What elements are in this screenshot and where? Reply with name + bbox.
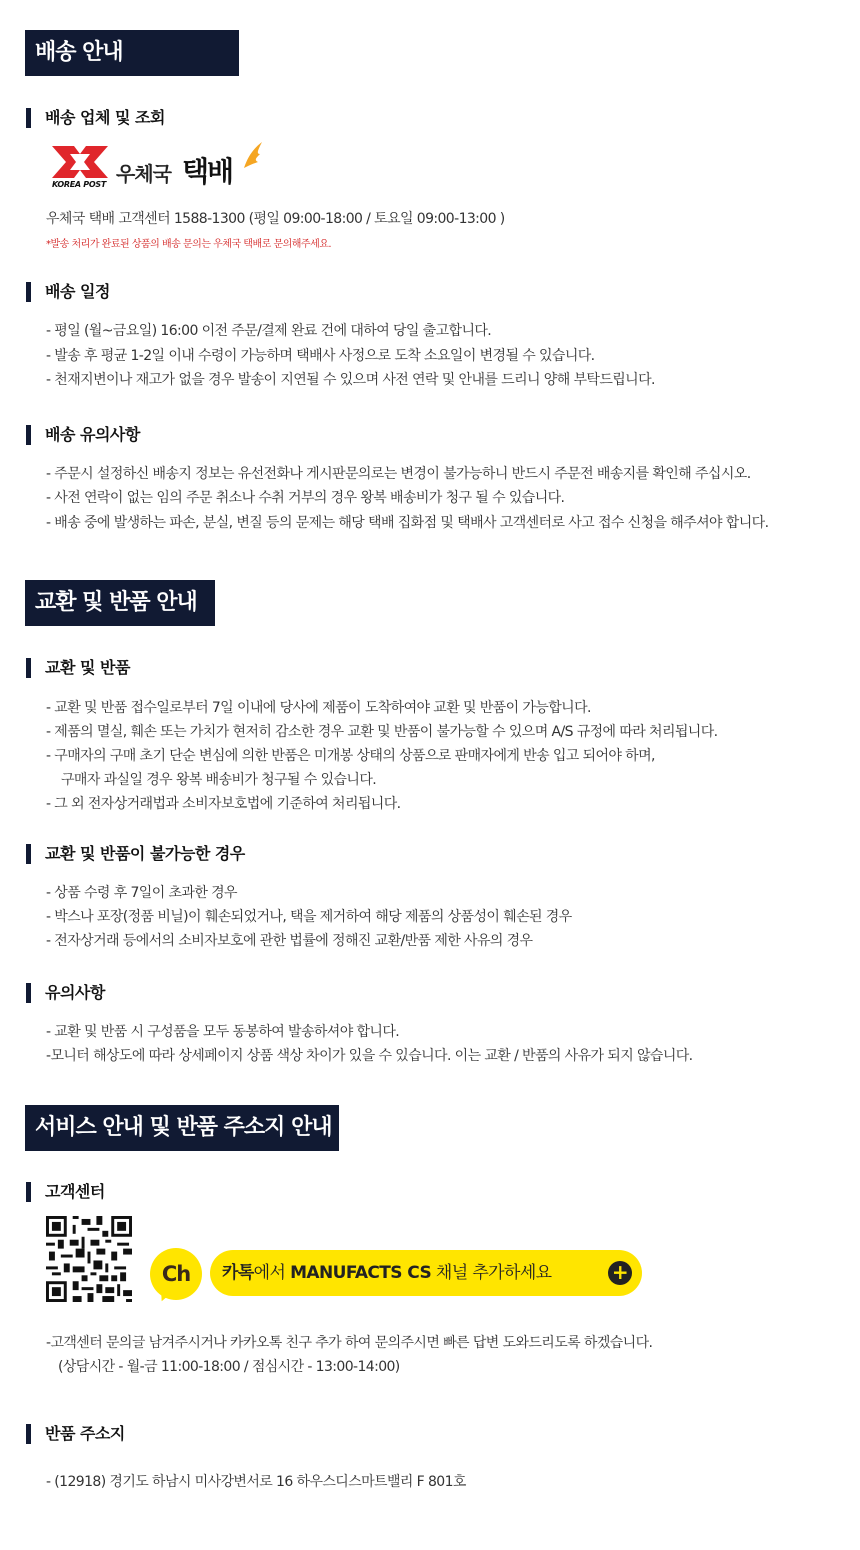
wing-icon — [240, 140, 264, 170]
not-allowed-line: - 박스나 포장(정품 비닐)이 훼손되었거나, 택을 제거하여 해당 제품의 상품성이 훼손된 경우 — [46, 909, 572, 925]
shipping-cautions-subheading: 배송 유의사항 — [26, 425, 140, 445]
kakao-brand-text: MANUFACTS CS — [290, 1263, 432, 1283]
cs-subheading: 고객센터 — [26, 1182, 105, 1202]
schedule-line: - 천재지변이나 재고가 없을 경우 발송이 지연될 수 있으며 사전 연락 및 안내를 드리니 양해 부탁드립니다. — [46, 372, 655, 388]
caution-line: - 사전 연락이 없는 임의 주문 취소나 수취 거부의 경우 왕복 배송비가 청구 될 수 있습니다. — [46, 490, 565, 506]
kakao-channel-icon[interactable]: Ch — [150, 1248, 202, 1300]
not-allowed-subheading: 교환 및 반품이 불가능한 경우 — [26, 844, 245, 864]
policy-line: - 교환 및 반품 접수일로부터 7일 이내에 당사에 제품이 도착하여야 교환 및 반품이 가능합니다. — [46, 700, 591, 716]
not-allowed-line: - 전자상거래 등에서의 소비자보호에 관한 법률에 정해진 교환/반품 제한 사유의 경우 — [46, 933, 533, 949]
notes-subheading: 유의사항 — [26, 983, 105, 1003]
not-allowed-line: - 상품 수령 후 7일이 초과한 경우 — [46, 885, 237, 901]
schedule-line: - 발송 후 평균 1-2일 이내 수령이 가능하며 택배사 사정으로 도착 소요일이 변경될 수 있습니다. — [46, 348, 595, 364]
carrier-contact: 우체국 택배 고객센터 1588-1300 (평일 09:00-18:00 / 토요일 09:00-13:00 ) — [46, 211, 505, 227]
caution-line: - 주문시 설정하신 배송지 정보는 유선전화나 게시판문의로는 변경이 불가능하니 반드시 주문전 배송지를 확인해 주십시오. — [46, 466, 751, 482]
notes-line: -모니터 해상도에 따라 상세페이지 상품 색상 차이가 있을 수 있습니다. 이는 교환 / 반품의 사유가 되지 않습니다. — [46, 1048, 693, 1064]
kakao-channel-add-button[interactable] — [210, 1250, 642, 1296]
schedule-subheading: 배송 일정 — [26, 282, 110, 302]
korea-post-small-text: KOREA POST — [52, 180, 106, 189]
notes-line: - 교환 및 반품 시 구성품을 모두 동봉하여 발송하셔야 합니다. — [46, 1024, 400, 1040]
caution-line: - 배송 중에 발생하는 파손, 분실, 변질 등의 문제는 해당 택배 집화점 및 택배사 고객센터로 사고 접수 신청을 해주셔야 합니다. — [46, 515, 769, 531]
policy-line: - 제품의 멸실, 훼손 또는 가치가 현저히 감소한 경우 교환 및 반품이 불가능할 수 있으며 A/S 규정에 따라 처리됩니다. — [46, 724, 718, 740]
policy-line: 구매자 과실일 경우 왕복 배송비가 청구될 수 있습니다. — [61, 772, 377, 788]
exchange-section-header: 교환 및 반품 안내 — [25, 580, 215, 626]
plus-icon: + — [608, 1261, 632, 1285]
shipping-section-header: 배송 안내 — [25, 30, 239, 76]
cs-hours: (상담시간 - 월-금 11:00-18:00 / 점심시간 - 13:00-14:00) — [58, 1359, 400, 1375]
cs-line: -고객센터 문의글 남겨주시거나 카카오톡 친구 추가 하여 문의주시면 빠른 답변 도와드리도록 하겠습니다. — [46, 1335, 653, 1351]
carrier-subheading: 배송 업체 및 조회 — [26, 108, 165, 128]
policy-line: - 구매자의 구매 초기 단순 변심에 의한 반품은 미개봉 상태의 상품으로 판매자에게 반송 입고 되어야 하며, — [46, 748, 655, 764]
carrier-note: *발송 처리가 완료된 상품의 배송 문의는 우체국 택배로 문의해주세요. — [46, 239, 332, 250]
post-logo-text-b: 택배 — [182, 155, 233, 188]
return-address-line: - (12918) 경기도 하남시 미사강변서로 16 하우스디스마트밸리 F 801호 — [46, 1474, 466, 1490]
service-section-header: 서비스 안내 및 반품 주소지 안내 — [25, 1105, 339, 1151]
return-address-subheading: 반품 주소지 — [26, 1424, 125, 1444]
post-logo-text-a: 우체국 — [116, 162, 171, 186]
kakao-mid-text: 에서 — [253, 1263, 291, 1283]
schedule-line: - 평일 (월~금요일) 16:00 이전 주문/결제 완료 건에 대하여 당일 출고합니다. — [46, 323, 492, 339]
policy-line: - 그 외 전자상거래법과 소비자보호법에 기준하여 처리됩니다. — [46, 796, 401, 812]
kakao-bold-text: 카톡 — [222, 1263, 254, 1283]
kakao-qr-code-icon[interactable] — [46, 1216, 132, 1302]
korea-post-logo — [50, 140, 270, 196]
exchange-policy-subheading: 교환 및 반품 — [26, 658, 130, 678]
kakao-tail-text: 채널 추가하세요 — [431, 1263, 552, 1283]
